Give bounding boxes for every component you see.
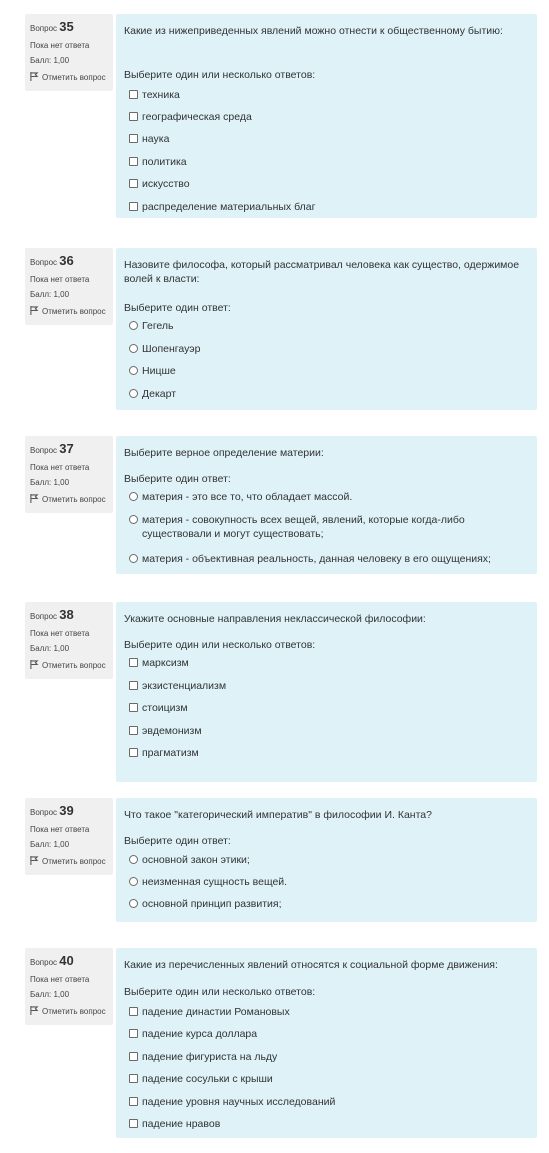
flag-label: Отметить вопрос xyxy=(42,495,106,504)
question-label: Вопрос xyxy=(30,612,58,621)
option-label: Шопенгауэр xyxy=(142,343,201,355)
answer-option[interactable] xyxy=(129,132,531,146)
answer-option[interactable] xyxy=(129,656,531,670)
question-label: Вопрос xyxy=(30,958,58,967)
question-content xyxy=(116,14,537,218)
option-label: стоицизм xyxy=(142,702,188,714)
question-info xyxy=(25,798,113,875)
option-label: падение династии Романовых xyxy=(142,1006,290,1018)
question-number: 36 xyxy=(59,253,74,268)
question-content xyxy=(116,248,537,410)
flag-icon xyxy=(30,494,39,503)
flag-question-link[interactable] xyxy=(30,494,108,505)
question-40 xyxy=(19,940,540,1144)
option-label: основной принцип развития; xyxy=(142,898,282,910)
answer-option[interactable] xyxy=(129,1027,531,1041)
checkbox[interactable] xyxy=(129,726,138,735)
question-info xyxy=(25,14,113,91)
flag-label: Отметить вопрос xyxy=(42,1007,106,1016)
flag-question-link[interactable] xyxy=(30,856,108,867)
radio-button[interactable] xyxy=(129,321,138,330)
answer-option[interactable] xyxy=(129,1050,531,1064)
option-label: эвдемонизм xyxy=(142,725,202,737)
question-number: 37 xyxy=(59,441,74,456)
checkbox[interactable] xyxy=(129,658,138,667)
answer-option[interactable] xyxy=(129,853,531,867)
answer-option[interactable] xyxy=(129,387,531,401)
answer-option[interactable] xyxy=(129,897,531,911)
question-text: Назовите философа, который рассматривал человека как существо, одержимое волей к власти: xyxy=(124,259,520,285)
checkbox[interactable] xyxy=(129,1029,138,1038)
flag-label: Отметить вопрос xyxy=(42,661,106,670)
question-label: Вопрос xyxy=(30,446,58,455)
question-info xyxy=(25,248,113,325)
answer-option[interactable] xyxy=(129,88,531,102)
answer-prompt: Выберите один ответ: xyxy=(124,302,231,314)
radio-button[interactable] xyxy=(129,389,138,398)
checkbox[interactable] xyxy=(129,112,138,121)
checkbox[interactable] xyxy=(129,681,138,690)
answer-option[interactable] xyxy=(129,701,531,715)
question-label: Вопрос xyxy=(30,258,58,267)
answer-option[interactable] xyxy=(129,177,531,191)
question-number: 35 xyxy=(59,19,74,34)
question-grade: Балл: 1,00 xyxy=(30,990,70,999)
radio-button[interactable] xyxy=(129,366,138,375)
question-36 xyxy=(19,240,540,416)
answer-option[interactable] xyxy=(129,1072,531,1086)
flag-icon xyxy=(30,1006,39,1015)
option-label: материя - совокупность всех вещей, явлений, которые когда-либо существовали и могут существовать; xyxy=(142,514,465,540)
checkbox[interactable] xyxy=(129,1119,138,1128)
question-state: Пока нет ответа xyxy=(30,463,90,472)
checkbox[interactable] xyxy=(129,1074,138,1083)
option-label: экзистенциализм xyxy=(142,680,227,692)
question-grade: Балл: 1,00 xyxy=(30,290,70,299)
flag-icon xyxy=(30,306,39,315)
question-text: Выберите верное определение материи: xyxy=(124,447,324,459)
option-label: материя - это все то, что обладает массой. xyxy=(142,491,353,503)
question-content xyxy=(116,436,537,574)
question-info xyxy=(25,436,113,513)
flag-question-link[interactable] xyxy=(30,306,108,317)
question-content xyxy=(116,948,537,1138)
flag-label: Отметить вопрос xyxy=(42,307,106,316)
radio-button[interactable] xyxy=(129,855,138,864)
option-label: распределение материальных благ xyxy=(142,201,316,213)
question-38 xyxy=(19,594,540,788)
option-label: политика xyxy=(142,156,187,168)
radio-button[interactable] xyxy=(129,515,138,524)
checkbox[interactable] xyxy=(129,1007,138,1016)
question-35 xyxy=(19,6,540,224)
answer-prompt: Выберите один ответ: xyxy=(124,835,231,847)
flag-icon xyxy=(30,856,39,865)
option-label: падение фигуриста на льду xyxy=(142,1051,278,1063)
question-text: Укажите основные направления неклассической философии: xyxy=(124,613,426,625)
question-grade: Балл: 1,00 xyxy=(30,56,70,65)
answer-option[interactable] xyxy=(129,1095,531,1109)
answer-option[interactable] xyxy=(129,319,531,333)
option-label: марксизм xyxy=(142,657,189,669)
checkbox[interactable] xyxy=(129,179,138,188)
checkbox[interactable] xyxy=(129,134,138,143)
answer-option[interactable] xyxy=(129,746,531,760)
answer-prompt: Выберите один или несколько ответов: xyxy=(124,69,316,81)
option-label: Декарт xyxy=(142,388,177,400)
question-state: Пока нет ответа xyxy=(30,825,90,834)
radio-button[interactable] xyxy=(129,344,138,353)
question-grade: Балл: 1,00 xyxy=(30,478,70,487)
flag-icon xyxy=(30,660,39,669)
question-info xyxy=(25,602,113,679)
answer-option[interactable] xyxy=(129,364,531,378)
checkbox[interactable] xyxy=(129,748,138,757)
answer-option[interactable] xyxy=(129,200,531,214)
question-label: Вопрос xyxy=(30,24,58,33)
answer-option[interactable] xyxy=(129,513,531,541)
answer-option[interactable] xyxy=(129,875,531,889)
answer-option[interactable] xyxy=(129,1005,531,1019)
option-label: Гегель xyxy=(142,320,174,332)
answer-option[interactable] xyxy=(129,552,531,566)
question-content xyxy=(116,602,537,782)
option-label: падение нравов xyxy=(142,1118,221,1130)
answer-prompt: Выберите один или несколько ответов: xyxy=(124,639,316,651)
flag-label: Отметить вопрос xyxy=(42,857,106,866)
radio-button[interactable] xyxy=(129,877,138,886)
answer-option[interactable] xyxy=(129,724,531,738)
question-37 xyxy=(19,428,540,580)
answer-option[interactable] xyxy=(129,155,531,169)
option-label: Ницше xyxy=(142,365,176,377)
question-39 xyxy=(19,790,540,928)
question-content xyxy=(116,798,537,922)
radio-button[interactable] xyxy=(129,492,138,501)
answer-option[interactable] xyxy=(129,110,531,124)
checkbox[interactable] xyxy=(129,703,138,712)
option-label: техника xyxy=(142,89,180,101)
checkbox[interactable] xyxy=(129,1052,138,1061)
question-state: Пока нет ответа xyxy=(30,275,90,284)
flag-question-link[interactable] xyxy=(30,1006,108,1017)
answer-prompt: Выберите один ответ: xyxy=(124,473,231,485)
question-number: 38 xyxy=(59,607,74,622)
checkbox[interactable] xyxy=(129,1097,138,1106)
flag-icon xyxy=(30,72,39,81)
checkbox[interactable] xyxy=(129,157,138,166)
option-label: падение курса доллара xyxy=(142,1028,258,1040)
option-label: искусство xyxy=(142,178,190,190)
option-label: неизменная сущность вещей. xyxy=(142,876,288,888)
option-label: падение сосульки с крыши xyxy=(142,1073,273,1085)
option-label: географическая среда xyxy=(142,111,252,123)
question-text: Что такое "категорический императив" в философии И. Канта? xyxy=(124,809,432,821)
option-label: материя - объективная реальность, данная человеку в его ощущениях; xyxy=(142,553,491,565)
question-number: 39 xyxy=(59,803,74,818)
answer-option[interactable] xyxy=(129,342,531,356)
answer-option[interactable] xyxy=(129,1117,531,1131)
option-label: падение уровня научных исследований xyxy=(142,1096,336,1108)
option-label: наука xyxy=(142,133,170,145)
flag-question-link[interactable] xyxy=(30,660,108,671)
answer-prompt: Выберите один или несколько ответов: xyxy=(124,986,316,998)
flag-label: Отметить вопрос xyxy=(42,73,106,82)
radio-button[interactable] xyxy=(129,899,138,908)
question-info xyxy=(25,948,113,1025)
radio-button[interactable] xyxy=(129,554,138,563)
question-number: 40 xyxy=(59,953,74,968)
option-label: прагматизм xyxy=(142,747,199,759)
flag-question-link[interactable] xyxy=(30,72,108,83)
question-grade: Балл: 1,00 xyxy=(30,644,70,653)
question-text: Какие из перечисленных явлений относятся к социальной форме движения: xyxy=(124,959,498,971)
question-text: Какие из нижеприведенных явлений можно отнести к общественному бытию: xyxy=(124,25,503,37)
checkbox[interactable] xyxy=(129,202,138,211)
question-grade: Балл: 1,00 xyxy=(30,840,70,849)
question-state: Пока нет ответа xyxy=(30,41,90,50)
question-label: Вопрос xyxy=(30,808,58,817)
answer-option[interactable] xyxy=(129,490,531,504)
answer-option[interactable] xyxy=(129,679,531,693)
question-state: Пока нет ответа xyxy=(30,975,90,984)
checkbox[interactable] xyxy=(129,90,138,99)
question-state: Пока нет ответа xyxy=(30,629,90,638)
option-label: основной закон этики; xyxy=(142,854,250,866)
